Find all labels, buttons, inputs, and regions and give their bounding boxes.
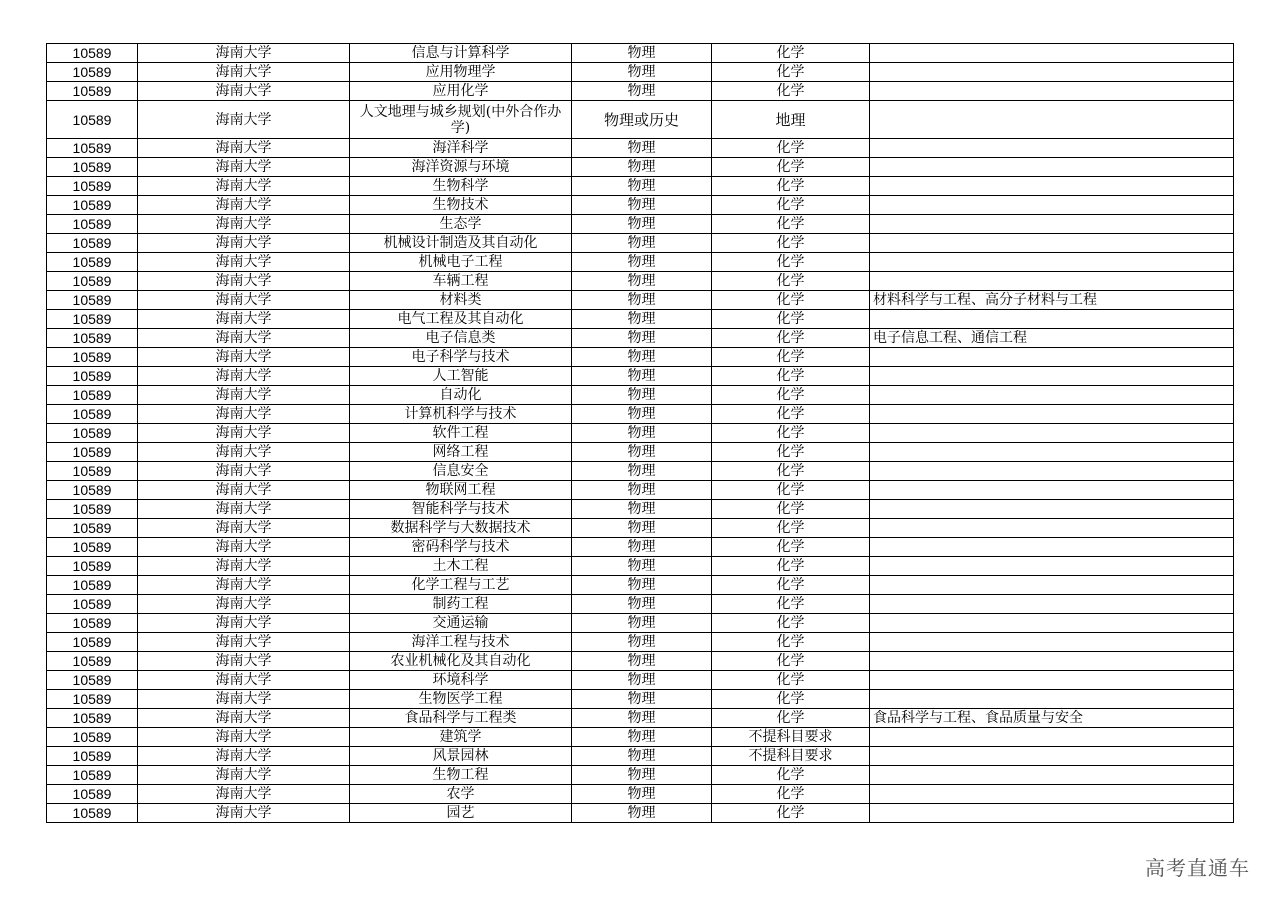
first-subject-cell: 物理 xyxy=(572,291,712,310)
included-majors-cell xyxy=(870,177,1234,196)
table-row xyxy=(47,443,1234,462)
major-name-cell: 人文地理与城乡规划(中外合作办学) xyxy=(350,101,572,139)
major-name-cell: 信息安全 xyxy=(350,462,572,481)
school-name-cell: 海南大学 xyxy=(138,652,350,671)
second-subject-cell: 化学 xyxy=(712,576,870,595)
first-subject-cell: 物理 xyxy=(572,595,712,614)
school-code-cell: 10589 xyxy=(47,519,138,538)
included-majors-cell xyxy=(870,747,1234,766)
included-majors-cell xyxy=(870,424,1234,443)
school-code-cell: 10589 xyxy=(47,291,138,310)
major-name-cell: 土木工程 xyxy=(350,557,572,576)
school-name-cell: 海南大学 xyxy=(138,462,350,481)
school-name-cell: 海南大学 xyxy=(138,386,350,405)
included-majors-cell xyxy=(870,44,1234,63)
second-subject-cell: 化学 xyxy=(712,481,870,500)
included-majors-cell xyxy=(870,500,1234,519)
first-subject-cell: 物理 xyxy=(572,576,712,595)
school-name-cell: 海南大学 xyxy=(138,709,350,728)
included-majors-cell xyxy=(870,633,1234,652)
major-name-cell: 网络工程 xyxy=(350,443,572,462)
major-name-cell: 人工智能 xyxy=(350,367,572,386)
included-majors-cell xyxy=(870,462,1234,481)
school-code-cell: 10589 xyxy=(47,709,138,728)
major-name-cell: 软件工程 xyxy=(350,424,572,443)
major-name-cell: 物联网工程 xyxy=(350,481,572,500)
school-code-cell: 10589 xyxy=(47,139,138,158)
school-name-cell: 海南大学 xyxy=(138,804,350,823)
school-code-cell: 10589 xyxy=(47,234,138,253)
watermark: 高考直通车 xyxy=(1145,856,1250,880)
included-majors-cell xyxy=(870,139,1234,158)
school-code-cell: 10589 xyxy=(47,405,138,424)
included-majors-cell xyxy=(870,101,1234,139)
school-name-cell: 海南大学 xyxy=(138,291,350,310)
major-name-cell: 农业机械化及其自动化 xyxy=(350,652,572,671)
second-subject-cell: 化学 xyxy=(712,329,870,348)
table-row xyxy=(47,709,1234,728)
major-name-cell: 制药工程 xyxy=(350,595,572,614)
school-code-cell: 10589 xyxy=(47,500,138,519)
school-code-cell: 10589 xyxy=(47,367,138,386)
school-name-cell: 海南大学 xyxy=(138,538,350,557)
table-row xyxy=(47,63,1234,82)
school-name-cell: 海南大学 xyxy=(138,196,350,215)
school-name-cell: 海南大学 xyxy=(138,158,350,177)
school-code-cell: 10589 xyxy=(47,614,138,633)
second-subject-cell: 化学 xyxy=(712,633,870,652)
first-subject-cell: 物理 xyxy=(572,348,712,367)
second-subject-cell: 化学 xyxy=(712,367,870,386)
school-code-cell: 10589 xyxy=(47,82,138,101)
first-subject-cell: 物理 xyxy=(572,424,712,443)
table-row xyxy=(47,462,1234,481)
school-code-cell: 10589 xyxy=(47,690,138,709)
first-subject-cell: 物理 xyxy=(572,196,712,215)
major-name-cell: 车辆工程 xyxy=(350,272,572,291)
second-subject-cell: 化学 xyxy=(712,462,870,481)
school-name-cell: 海南大学 xyxy=(138,405,350,424)
second-subject-cell: 化学 xyxy=(712,291,870,310)
first-subject-cell: 物理 xyxy=(572,766,712,785)
second-subject-cell: 化学 xyxy=(712,215,870,234)
major-name-cell: 建筑学 xyxy=(350,728,572,747)
major-name-cell: 海洋科学 xyxy=(350,139,572,158)
major-name-cell: 生态学 xyxy=(350,215,572,234)
included-majors-cell xyxy=(870,82,1234,101)
first-subject-cell: 物理 xyxy=(572,690,712,709)
first-subject-cell: 物理 xyxy=(572,272,712,291)
first-subject-cell: 物理 xyxy=(572,785,712,804)
second-subject-cell: 化学 xyxy=(712,557,870,576)
major-name-cell: 密码科学与技术 xyxy=(350,538,572,557)
school-name-cell: 海南大学 xyxy=(138,253,350,272)
second-subject-cell: 化学 xyxy=(712,234,870,253)
first-subject-cell: 物理 xyxy=(572,633,712,652)
table-row xyxy=(47,481,1234,500)
school-code-cell: 10589 xyxy=(47,633,138,652)
major-name-cell: 农学 xyxy=(350,785,572,804)
school-name-cell: 海南大学 xyxy=(138,557,350,576)
second-subject-cell: 化学 xyxy=(712,386,870,405)
first-subject-cell: 物理 xyxy=(572,63,712,82)
second-subject-cell: 不提科目要求 xyxy=(712,728,870,747)
school-name-cell: 海南大学 xyxy=(138,785,350,804)
included-majors-cell xyxy=(870,519,1234,538)
table-row xyxy=(47,519,1234,538)
table-row xyxy=(47,595,1234,614)
school-name-cell: 海南大学 xyxy=(138,272,350,291)
table-row xyxy=(47,386,1234,405)
second-subject-cell: 化学 xyxy=(712,785,870,804)
first-subject-cell: 物理或历史 xyxy=(572,101,712,139)
major-name-cell: 电子科学与技术 xyxy=(350,348,572,367)
second-subject-cell: 化学 xyxy=(712,82,870,101)
major-name-cell: 自动化 xyxy=(350,386,572,405)
table-row xyxy=(47,196,1234,215)
school-code-cell: 10589 xyxy=(47,310,138,329)
table-row xyxy=(47,766,1234,785)
included-majors-cell xyxy=(870,253,1234,272)
first-subject-cell: 物理 xyxy=(572,367,712,386)
school-code-cell: 10589 xyxy=(47,804,138,823)
first-subject-cell: 物理 xyxy=(572,44,712,63)
second-subject-cell: 化学 xyxy=(712,63,870,82)
school-code-cell: 10589 xyxy=(47,253,138,272)
school-code-cell: 10589 xyxy=(47,63,138,82)
major-name-cell: 生物科学 xyxy=(350,177,572,196)
second-subject-cell: 化学 xyxy=(712,595,870,614)
school-code-cell: 10589 xyxy=(47,424,138,443)
table-row xyxy=(47,101,1234,139)
first-subject-cell: 物理 xyxy=(572,443,712,462)
second-subject-cell: 化学 xyxy=(712,405,870,424)
included-majors-cell xyxy=(870,785,1234,804)
table-row xyxy=(47,690,1234,709)
major-name-cell: 计算机科学与技术 xyxy=(350,405,572,424)
second-subject-cell: 化学 xyxy=(712,196,870,215)
school-code-cell: 10589 xyxy=(47,443,138,462)
included-majors-cell xyxy=(870,215,1234,234)
table-row xyxy=(47,538,1234,557)
table-row xyxy=(47,253,1234,272)
included-majors-cell xyxy=(870,310,1234,329)
first-subject-cell: 物理 xyxy=(572,386,712,405)
second-subject-cell: 化学 xyxy=(712,804,870,823)
second-subject-cell: 地理 xyxy=(712,101,870,139)
second-subject-cell: 化学 xyxy=(712,253,870,272)
major-name-cell: 智能科学与技术 xyxy=(350,500,572,519)
table-row xyxy=(47,728,1234,747)
second-subject-cell: 化学 xyxy=(712,272,870,291)
major-name-cell: 生物工程 xyxy=(350,766,572,785)
table-row xyxy=(47,557,1234,576)
school-name-cell: 海南大学 xyxy=(138,329,350,348)
included-majors-cell xyxy=(870,348,1234,367)
major-name-cell: 应用化学 xyxy=(350,82,572,101)
first-subject-cell: 物理 xyxy=(572,177,712,196)
included-majors-cell xyxy=(870,196,1234,215)
table-row xyxy=(47,576,1234,595)
included-majors-cell xyxy=(870,405,1234,424)
table-row xyxy=(47,329,1234,348)
table-row xyxy=(47,310,1234,329)
second-subject-cell: 化学 xyxy=(712,690,870,709)
included-majors-cell xyxy=(870,766,1234,785)
second-subject-cell: 化学 xyxy=(712,158,870,177)
major-name-cell: 海洋资源与环境 xyxy=(350,158,572,177)
school-code-cell: 10589 xyxy=(47,329,138,348)
major-name-cell: 数据科学与大数据技术 xyxy=(350,519,572,538)
first-subject-cell: 物理 xyxy=(572,329,712,348)
included-majors-cell xyxy=(870,481,1234,500)
table-row xyxy=(47,44,1234,63)
table-row xyxy=(47,177,1234,196)
second-subject-cell: 化学 xyxy=(712,177,870,196)
second-subject-cell: 化学 xyxy=(712,614,870,633)
school-code-cell: 10589 xyxy=(47,595,138,614)
school-name-cell: 海南大学 xyxy=(138,367,350,386)
included-majors-cell: 电子信息工程、通信工程 xyxy=(870,329,1234,348)
school-code-cell: 10589 xyxy=(47,747,138,766)
table-row xyxy=(47,500,1234,519)
first-subject-cell: 物理 xyxy=(572,519,712,538)
first-subject-cell: 物理 xyxy=(572,158,712,177)
first-subject-cell: 物理 xyxy=(572,709,712,728)
school-name-cell: 海南大学 xyxy=(138,101,350,139)
included-majors-cell xyxy=(870,234,1234,253)
school-name-cell: 海南大学 xyxy=(138,728,350,747)
second-subject-cell: 化学 xyxy=(712,709,870,728)
school-code-cell: 10589 xyxy=(47,576,138,595)
major-name-cell: 机械电子工程 xyxy=(350,253,572,272)
included-majors-cell xyxy=(870,652,1234,671)
second-subject-cell: 化学 xyxy=(712,424,870,443)
second-subject-cell: 不提科目要求 xyxy=(712,747,870,766)
major-name-cell: 应用物理学 xyxy=(350,63,572,82)
school-name-cell: 海南大学 xyxy=(138,63,350,82)
major-name-cell: 生物技术 xyxy=(350,196,572,215)
table-row xyxy=(47,785,1234,804)
second-subject-cell: 化学 xyxy=(712,766,870,785)
first-subject-cell: 物理 xyxy=(572,462,712,481)
table-row xyxy=(47,272,1234,291)
school-name-cell: 海南大学 xyxy=(138,215,350,234)
school-code-cell: 10589 xyxy=(47,462,138,481)
major-name-cell: 海洋工程与技术 xyxy=(350,633,572,652)
major-name-cell: 环境科学 xyxy=(350,671,572,690)
school-code-cell: 10589 xyxy=(47,101,138,139)
major-name-cell: 电子信息类 xyxy=(350,329,572,348)
school-name-cell: 海南大学 xyxy=(138,177,350,196)
first-subject-cell: 物理 xyxy=(572,253,712,272)
school-name-cell: 海南大学 xyxy=(138,519,350,538)
major-name-cell: 电气工程及其自动化 xyxy=(350,310,572,329)
school-name-cell: 海南大学 xyxy=(138,690,350,709)
second-subject-cell: 化学 xyxy=(712,443,870,462)
second-subject-cell: 化学 xyxy=(712,139,870,158)
first-subject-cell: 物理 xyxy=(572,804,712,823)
major-name-cell: 机械设计制造及其自动化 xyxy=(350,234,572,253)
included-majors-cell: 材料科学与工程、高分子材料与工程 xyxy=(870,291,1234,310)
included-majors-cell xyxy=(870,576,1234,595)
included-majors-cell xyxy=(870,443,1234,462)
second-subject-cell: 化学 xyxy=(712,348,870,367)
school-name-cell: 海南大学 xyxy=(138,614,350,633)
school-name-cell: 海南大学 xyxy=(138,671,350,690)
first-subject-cell: 物理 xyxy=(572,500,712,519)
table-row xyxy=(47,671,1234,690)
school-name-cell: 海南大学 xyxy=(138,443,350,462)
included-majors-cell xyxy=(870,386,1234,405)
included-majors-cell xyxy=(870,728,1234,747)
included-majors-cell xyxy=(870,538,1234,557)
first-subject-cell: 物理 xyxy=(572,728,712,747)
included-majors-cell xyxy=(870,671,1234,690)
first-subject-cell: 物理 xyxy=(572,747,712,766)
table-row xyxy=(47,747,1234,766)
table-row xyxy=(47,234,1234,253)
school-name-cell: 海南大学 xyxy=(138,595,350,614)
first-subject-cell: 物理 xyxy=(572,557,712,576)
table-row xyxy=(47,291,1234,310)
included-majors-cell xyxy=(870,158,1234,177)
school-name-cell: 海南大学 xyxy=(138,633,350,652)
table-row xyxy=(47,804,1234,823)
first-subject-cell: 物理 xyxy=(572,538,712,557)
school-code-cell: 10589 xyxy=(47,557,138,576)
first-subject-cell: 物理 xyxy=(572,652,712,671)
included-majors-cell: 食品科学与工程、食品质量与安全 xyxy=(870,709,1234,728)
second-subject-cell: 化学 xyxy=(712,671,870,690)
major-name-cell: 园艺 xyxy=(350,804,572,823)
major-name-cell: 信息与计算科学 xyxy=(350,44,572,63)
school-name-cell: 海南大学 xyxy=(138,747,350,766)
school-code-cell: 10589 xyxy=(47,538,138,557)
first-subject-cell: 物理 xyxy=(572,614,712,633)
major-name-cell: 风景园林 xyxy=(350,747,572,766)
table-row xyxy=(47,158,1234,177)
first-subject-cell: 物理 xyxy=(572,215,712,234)
major-name-cell: 食品科学与工程类 xyxy=(350,709,572,728)
school-name-cell: 海南大学 xyxy=(138,310,350,329)
included-majors-cell xyxy=(870,367,1234,386)
included-majors-cell xyxy=(870,690,1234,709)
table-body xyxy=(47,44,1234,823)
school-name-cell: 海南大学 xyxy=(138,234,350,253)
subject-requirements-table xyxy=(46,43,1234,823)
table-row xyxy=(47,348,1234,367)
second-subject-cell: 化学 xyxy=(712,652,870,671)
first-subject-cell: 物理 xyxy=(572,405,712,424)
first-subject-cell: 物理 xyxy=(572,234,712,253)
table-row xyxy=(47,139,1234,158)
first-subject-cell: 物理 xyxy=(572,82,712,101)
school-name-cell: 海南大学 xyxy=(138,348,350,367)
school-name-cell: 海南大学 xyxy=(138,481,350,500)
table-row xyxy=(47,633,1234,652)
first-subject-cell: 物理 xyxy=(572,310,712,329)
included-majors-cell xyxy=(870,614,1234,633)
included-majors-cell xyxy=(870,63,1234,82)
school-code-cell: 10589 xyxy=(47,728,138,747)
table-row xyxy=(47,652,1234,671)
school-name-cell: 海南大学 xyxy=(138,424,350,443)
first-subject-cell: 物理 xyxy=(572,671,712,690)
school-name-cell: 海南大学 xyxy=(138,139,350,158)
first-subject-cell: 物理 xyxy=(572,139,712,158)
included-majors-cell xyxy=(870,595,1234,614)
school-code-cell: 10589 xyxy=(47,44,138,63)
table-row xyxy=(47,215,1234,234)
school-code-cell: 10589 xyxy=(47,348,138,367)
school-code-cell: 10589 xyxy=(47,196,138,215)
included-majors-cell xyxy=(870,804,1234,823)
first-subject-cell: 物理 xyxy=(572,481,712,500)
table-row xyxy=(47,614,1234,633)
major-name-cell: 交通运输 xyxy=(350,614,572,633)
second-subject-cell: 化学 xyxy=(712,538,870,557)
major-name-cell: 化学工程与工艺 xyxy=(350,576,572,595)
table-row xyxy=(47,82,1234,101)
included-majors-cell xyxy=(870,272,1234,291)
table-row xyxy=(47,424,1234,443)
school-name-cell: 海南大学 xyxy=(138,766,350,785)
school-code-cell: 10589 xyxy=(47,785,138,804)
second-subject-cell: 化学 xyxy=(712,500,870,519)
school-code-cell: 10589 xyxy=(47,158,138,177)
second-subject-cell: 化学 xyxy=(712,310,870,329)
second-subject-cell: 化学 xyxy=(712,44,870,63)
major-name-cell: 生物医学工程 xyxy=(350,690,572,709)
school-name-cell: 海南大学 xyxy=(138,82,350,101)
school-code-cell: 10589 xyxy=(47,652,138,671)
school-name-cell: 海南大学 xyxy=(138,576,350,595)
included-majors-cell xyxy=(870,557,1234,576)
school-code-cell: 10589 xyxy=(47,177,138,196)
school-name-cell: 海南大学 xyxy=(138,500,350,519)
school-code-cell: 10589 xyxy=(47,272,138,291)
table-row xyxy=(47,405,1234,424)
table-row xyxy=(47,367,1234,386)
school-name-cell: 海南大学 xyxy=(138,44,350,63)
school-code-cell: 10589 xyxy=(47,481,138,500)
school-code-cell: 10589 xyxy=(47,671,138,690)
school-code-cell: 10589 xyxy=(47,215,138,234)
school-code-cell: 10589 xyxy=(47,766,138,785)
second-subject-cell: 化学 xyxy=(712,519,870,538)
school-code-cell: 10589 xyxy=(47,386,138,405)
major-name-cell: 材料类 xyxy=(350,291,572,310)
